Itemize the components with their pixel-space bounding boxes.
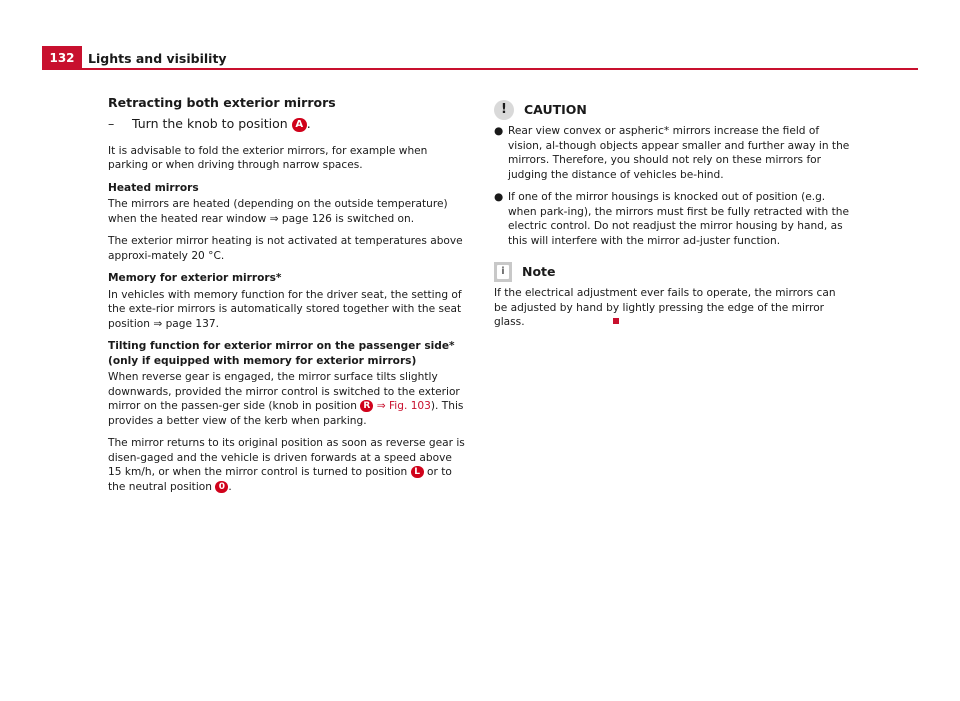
position-badge-r: R xyxy=(360,400,373,412)
position-badge-l: L xyxy=(411,466,424,478)
section-title: Lights and visibility xyxy=(88,51,227,66)
right-column xyxy=(494,100,850,338)
bullet-icon: ● xyxy=(494,125,504,137)
page-number: 132 xyxy=(42,46,82,68)
figure-link[interactable]: ⇒ Fig. 103 xyxy=(376,400,431,412)
memory-text: In vehicles with memory function for the driver seat, the setting of the exte-rior mirrors is automatically stored together with the seat position ⇒ page 137. xyxy=(108,288,462,330)
caution-item-text: If one of the mirror housings is knocked out of position (e.g. when park-ing), the mirrors must first be fully retracted with the electric control. Do not readjust the mirror housing by hand, as this will interfere with the mirror ad-juster function. xyxy=(508,191,849,247)
heated-mirrors-text: The mirrors are heated (depending on the outside temperature) when the heated rear window ⇒ page 126 is switched on. xyxy=(108,198,448,225)
caution-icon: ! xyxy=(494,100,514,120)
note-title: Note xyxy=(522,263,556,279)
note-text xyxy=(494,286,850,330)
caution-item xyxy=(494,124,850,182)
tilting-text-b: ). This provides a better view of the kerb when parking. xyxy=(108,400,464,427)
tilting-title: Tilting function for exterior mirror on the passenger side* (only if equipped with memory for exterior mirrors) xyxy=(108,340,455,367)
note-icon xyxy=(494,262,512,282)
caution-item-text: Rear view convex or aspheric* mirrors increase the field of vision, al-though objects appear smaller and further away in the mirrors. Therefore, you should not rely on these mirrors for judging the distance of vehicles be-hind. xyxy=(508,125,850,181)
note-header xyxy=(494,262,850,282)
tilting-text-a: When reverse gear is engaged, the mirror surface tilts slightly downwards, provided the mirror control is switched to the exterior mirror on the passen-ger side (knob in position xyxy=(108,371,460,412)
step-dash: – xyxy=(108,115,115,131)
step-label: Turn the knob to position xyxy=(132,115,292,131)
end-marker-icon xyxy=(613,318,619,324)
page-header xyxy=(42,46,918,70)
heated-mirrors-title: Heated mirrors xyxy=(108,181,199,194)
retracting-heading: Retracting both exterior mirrors xyxy=(108,95,336,110)
memory-title: Memory for exterior mirrors* xyxy=(108,272,282,284)
step-end: . xyxy=(306,115,311,131)
caution-item xyxy=(494,190,850,248)
position-badge-0: 0 xyxy=(215,481,228,493)
heating-paragraph: The exterior mirror heating is not activated at temperatures above approxi-mately 20 °C. xyxy=(108,235,463,262)
bullet-icon: ● xyxy=(494,191,504,203)
note-text-body: If the electrical adjustment ever fails to operate, the mirrors can be adjusted by hand by lightly pressing the edge of the mirror glass. xyxy=(494,287,836,328)
caution-title: CAUTION xyxy=(524,101,587,117)
step-text xyxy=(132,117,311,132)
position-badge-a: A xyxy=(292,118,307,132)
tilting-text xyxy=(108,370,466,428)
return-text-c: . xyxy=(228,480,232,493)
left-column xyxy=(108,96,466,502)
note-icon-glyph: i xyxy=(497,265,509,279)
fold-paragraph: It is advisable to fold the exterior mirrors, for example when parking or when driving through narrow spaces. xyxy=(108,144,428,171)
return-text-a: The mirror returns to its original position as soon as reverse gear is disen-gaged and the vehicle is driven forwards at a speed above 15 km/h, or when the mirror control is turned to position xyxy=(108,437,465,478)
return-text-b: or to the neutral position xyxy=(108,466,452,493)
return-paragraph xyxy=(108,436,466,494)
step-item xyxy=(108,117,466,132)
caution-header xyxy=(494,100,850,120)
